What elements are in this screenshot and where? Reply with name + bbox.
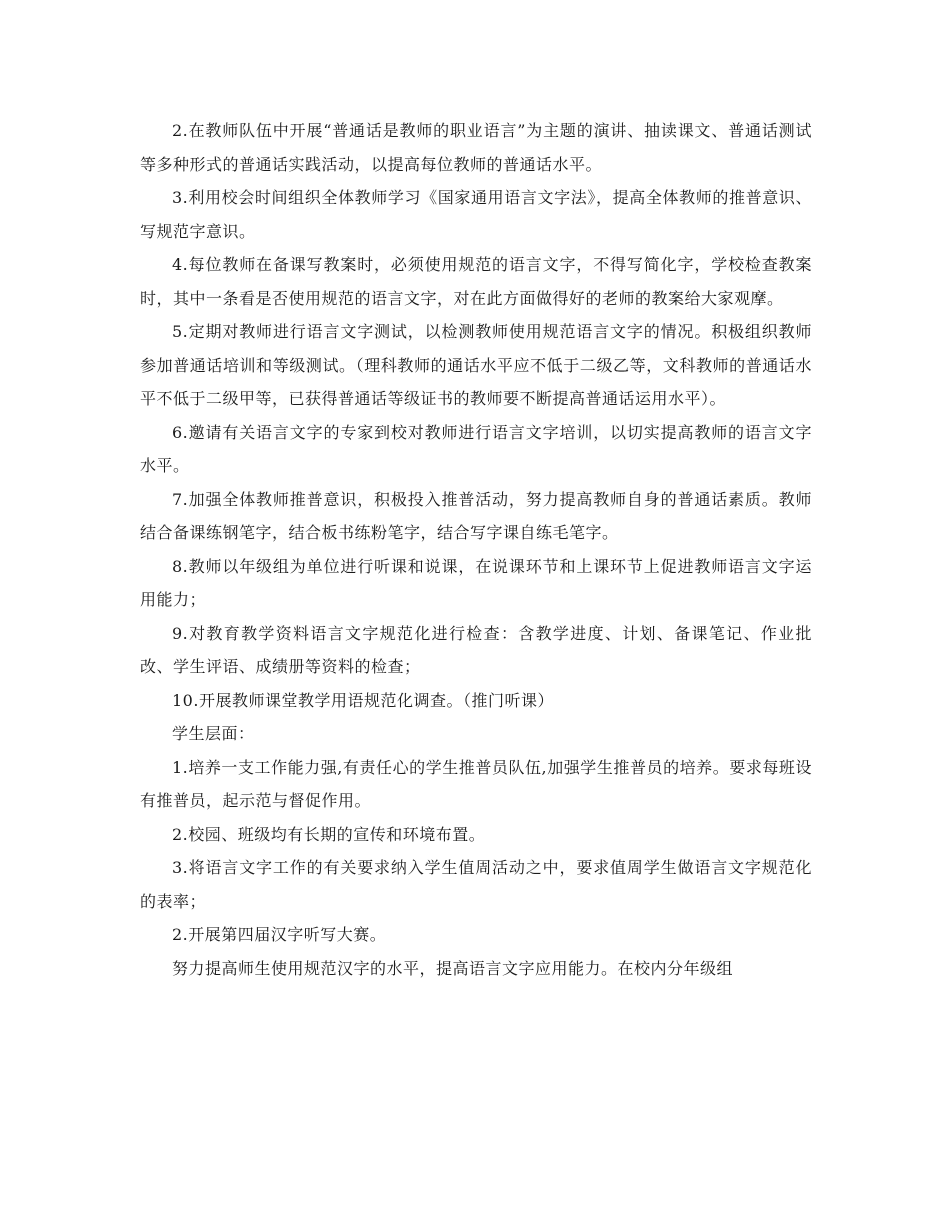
paragraph-language-testing: 5.定期对教师进行语言文字测试，以检测教师使用规范语言文字的情况。积极组织教师参加普通话培训和等级测试。（理科教师的通话水平应不低于二级乙等，文科教师的普通话水平不低于二级甲等，已获得普通话等级证书的教师要不断提高普通话运用水平）。	[140, 322, 812, 408]
paragraph-materials-inspection: 9.对教育教学资料语言文字规范化进行检查：含教学进度、计划、备课笔记、作业批改、学生评语、成绩册等资料的检查；	[140, 623, 812, 676]
paragraph-expert-training: 6.邀请有关语言文字的专家到校对教师进行语言文字培训，以切实提高教师的语言文字水平。	[140, 422, 812, 475]
paragraph-duty-week: 3.将语言文字工作的有关要求纳入学生值周活动之中，要求值周学生做语言文字规范化的表率；	[140, 858, 812, 911]
paragraph-dictation-contest: 2.开展第四届汉字听写大赛。	[172, 925, 387, 944]
paragraph-student-promoters: 1.培养一支工作能力强,有责任心的学生推普员队伍,加强学生推普员的培养。要求每班设有推普员，起示范与督促作用。	[140, 757, 812, 810]
paragraph-classroom-survey: 10.开展教师课堂教学用语规范化调查。（推门听课）	[172, 690, 554, 710]
document-body	[140, 114, 812, 985]
section-heading-students: 学生层面：	[172, 724, 255, 743]
paragraph-calligraphy-practice: 7.加强全体教师推普意识，积极投入推普活动，努力提高教师自身的普通话素质。教师结合备课练钢笔字，结合板书练粉笔字，结合写字课自练毛笔字。	[140, 489, 812, 542]
paragraph-language-law-study: 3.利用校会时间组织全体教师学习《国家通用语言文字法》，提高全体教师的推普意识、写规范字意识。	[140, 188, 812, 241]
paragraph-teacher-practice: 2.在教师队伍中开展“普通话是教师的职业语言”为主题的演讲、抽读课文、普通话测试等多种形式的普通话实践活动，以提高每位教师的普通话水平。	[140, 121, 812, 174]
paragraph-campus-publicity: 2.校园、班级均有长期的宣传和环境布置。	[172, 824, 486, 844]
paragraph-lesson-observation: 8.教师以年级组为单位进行听课和说课，在说课环节和上课环节上促进教师语言文字运用能力；	[140, 556, 812, 609]
paragraph-lesson-plan-standard: 4.每位教师在备课写教案时，必须使用规范的语言文字，不得写简化字，学校检查教案时，其中一条看是否使用规范的语言文字，对在此方面做得好的老师的教案给大家观摩。	[140, 255, 812, 308]
paragraph-improve-standards: 努力提高师生使用规范汉字的水平，提高语言文字应用能力。在校内分年级组	[172, 958, 734, 978]
